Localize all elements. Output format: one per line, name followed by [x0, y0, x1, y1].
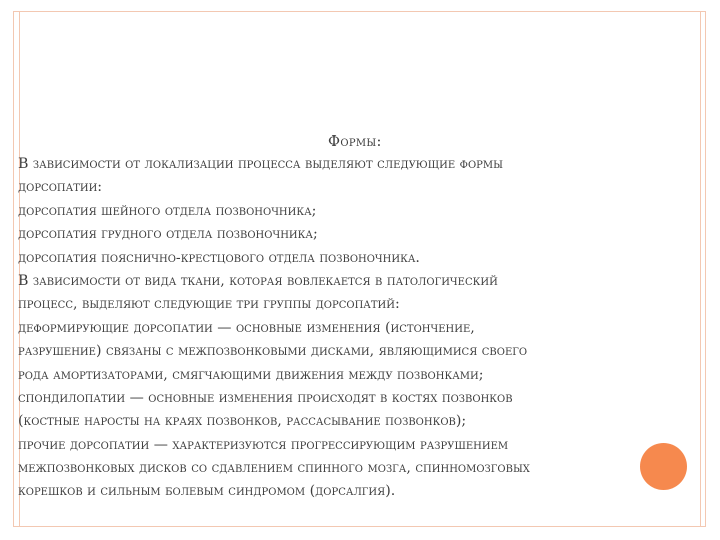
body-line: дорсопатии: — [18, 179, 103, 196]
body-line: прочие дорсопатии — характеризуются прогрессирующим разрушением — [18, 436, 509, 453]
body-line: (костные наросты на краях позвонков, рассасывание позвонков); — [18, 413, 467, 430]
body-line: В зависимости от локализации процесса выделяют следующие формы — [18, 156, 503, 172]
body-line: дорсопатия пояснично-крестцового отдела позвоночника. — [18, 249, 420, 266]
body-line: разрушение) связаны с межпозвонковыми дисками, являющимися своего — [18, 343, 528, 360]
body-line: спондилопатии — основные изменения происходят в костях позвонков — [18, 389, 513, 406]
decorative-orange-circle — [640, 443, 687, 490]
slide-frame-inner-right-line — [700, 11, 701, 527]
body-line: межпозвонковых дисков со сдавлением спинного мозга, спинномозговых — [18, 460, 530, 477]
body-line: В зависимости от вида ткани, которая вовлекается в патологический — [18, 272, 498, 289]
body-line: дорсопатия шейного отдела позвоночника; — [18, 202, 317, 219]
body-line: дорсопатия грудного отдела позвоночника; — [18, 226, 318, 243]
body-line: корешков и сильным болевым синдромом (дорсалгия). — [18, 483, 396, 500]
slide-title: Формы: — [328, 134, 382, 150]
body-line: деформирующие дорсопатии — основные изменения (истончение, — [18, 319, 475, 336]
body-line: рода амортизаторами, смягчающими движения между позвонками; — [18, 366, 484, 383]
body-line: процесс, выделяют следующие три группы дорсопатий: — [18, 296, 400, 313]
slide-body — [18, 153, 668, 504]
